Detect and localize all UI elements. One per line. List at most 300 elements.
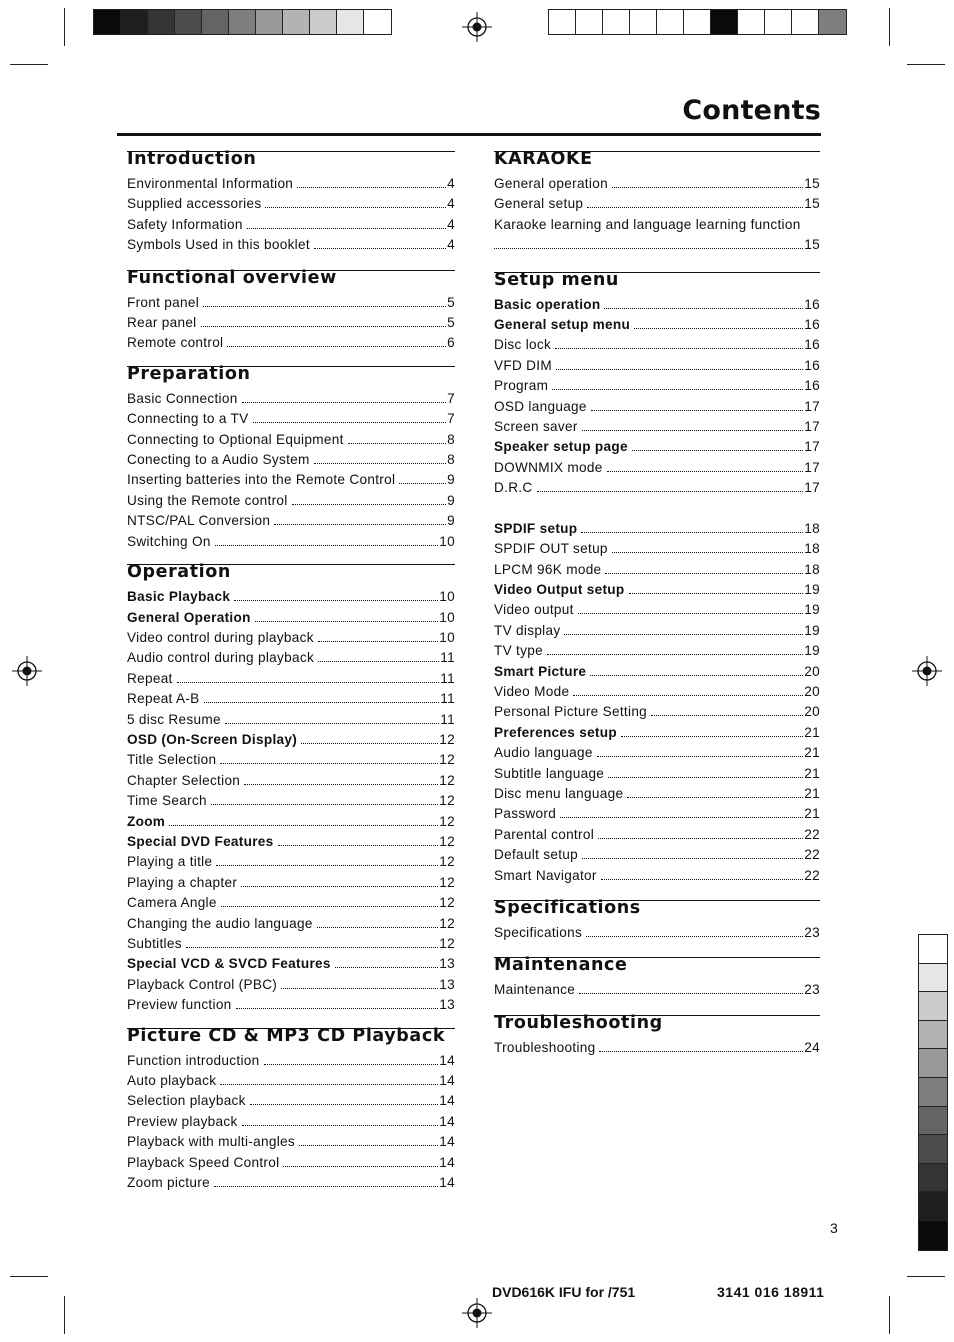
toc-entry-page: 6 <box>447 335 455 351</box>
toc-section <box>127 267 455 354</box>
toc-entry[interactable] <box>127 771 455 791</box>
crop-mark <box>64 8 65 46</box>
toc-entry[interactable] <box>494 723 820 743</box>
toc-section <box>127 564 455 1016</box>
toc-entry-title: Subtitle language <box>494 765 605 781</box>
toc-entry[interactable] <box>494 174 820 194</box>
toc-entry-page: 22 <box>804 867 820 883</box>
toc-entry-page: 17 <box>804 398 820 414</box>
toc-entry-page: 17 <box>804 419 820 435</box>
color-swatch <box>919 1107 947 1136</box>
dot-leader <box>552 389 803 390</box>
dot-leader <box>216 865 438 866</box>
toc-entry-title: D.R.C <box>494 480 533 496</box>
toc-entry[interactable] <box>494 923 820 943</box>
toc-entry[interactable] <box>494 845 820 865</box>
toc-entry-page: 21 <box>804 724 820 740</box>
toc-right-column <box>494 151 820 1058</box>
dot-leader <box>234 600 438 601</box>
toc-entry-page: 19 <box>804 622 820 638</box>
dot-leader <box>627 797 803 798</box>
dot-leader <box>612 552 803 553</box>
footer-code: 3141 016 18911 <box>717 1284 825 1300</box>
toc-entry[interactable] <box>127 333 455 353</box>
dot-leader <box>632 450 803 451</box>
toc-entry-page: 11 <box>440 670 455 686</box>
color-swatch <box>630 10 657 34</box>
toc-entry[interactable] <box>127 532 455 552</box>
toc-entry[interactable] <box>494 825 820 845</box>
toc-entry[interactable] <box>494 621 820 641</box>
dot-leader <box>278 845 439 846</box>
page-number: 3 <box>830 1220 838 1236</box>
toc-entry-title: Playing a chapter <box>127 874 238 890</box>
toc-entry-title: Special VCD & SVCD Features <box>127 956 331 972</box>
toc-entry-title: Video Output setup <box>494 581 625 597</box>
dot-leader <box>348 443 446 444</box>
dot-leader <box>255 621 439 622</box>
toc-entry-title: TV type <box>494 643 543 659</box>
dot-leader <box>560 817 803 818</box>
toc-entry-title: Audio language <box>494 745 593 761</box>
toc-entry[interactable] <box>494 580 820 600</box>
dot-leader <box>274 524 446 525</box>
toc-entry-page: 15 <box>804 237 820 253</box>
toc-entry[interactable] <box>127 215 455 235</box>
toc-entry-title: Basic Playback <box>127 589 231 605</box>
toc-entry-title: Repeat A-B <box>127 691 200 707</box>
dot-leader <box>236 1008 439 1009</box>
toc-entry-title: Zoom picture <box>127 1175 210 1191</box>
color-swatch <box>919 1021 947 1050</box>
toc-entry-page: 18 <box>804 561 820 577</box>
dot-leader <box>634 328 803 329</box>
toc-entry-page: 21 <box>804 765 820 781</box>
toc-entry-page: 9 <box>447 513 455 529</box>
toc-entry-title: LPCM 96K mode <box>494 561 602 577</box>
dot-leader <box>607 471 804 472</box>
toc-entry[interactable] <box>127 934 455 954</box>
toc-entry[interactable] <box>494 417 820 437</box>
toc-entry[interactable] <box>494 478 820 498</box>
toc-entry-title: Audio control during playback <box>127 650 315 666</box>
color-swatch <box>603 10 630 34</box>
dot-leader <box>242 1125 439 1126</box>
toc-entry-title: Rear panel <box>127 315 197 331</box>
section-heading: Troubleshooting <box>494 1012 663 1033</box>
toc-entry-page: 15 <box>804 196 820 212</box>
crop-mark <box>10 64 48 65</box>
toc-entry[interactable] <box>127 1051 455 1071</box>
dot-leader <box>186 947 438 948</box>
toc-entry-page: 12 <box>439 731 455 747</box>
footer-model: DVD616K IFU for /751 <box>492 1284 636 1300</box>
toc-entry-title: Time Search <box>127 793 207 809</box>
toc-entry-title: Auto playback <box>127 1073 217 1089</box>
dot-leader <box>573 695 803 696</box>
dot-leader <box>590 675 803 676</box>
toc-entry-page: 17 <box>804 439 820 455</box>
toc-entry[interactable] <box>127 1132 455 1152</box>
toc-entry-title: Specifications <box>494 925 583 940</box>
toc-entry-page: 18 <box>804 520 820 536</box>
toc-entry-title: Zoom <box>127 813 166 829</box>
toc-entry[interactable] <box>127 975 455 995</box>
toc-entry-title: General setup menu <box>494 317 631 333</box>
dot-leader <box>201 326 447 327</box>
registration-mark-icon <box>462 1298 492 1328</box>
toc-section <box>494 900 820 943</box>
toc-entry[interactable] <box>127 1173 455 1193</box>
dot-leader <box>292 504 447 505</box>
dot-leader <box>317 927 439 928</box>
toc-entry[interactable] <box>127 194 455 214</box>
toc-entry[interactable] <box>494 764 820 784</box>
toc-entry-page: 12 <box>439 833 455 849</box>
toc-entry[interactable] <box>127 174 455 194</box>
section-heading: Setup menu <box>494 269 619 290</box>
toc-entry-title: Connecting to a TV <box>127 411 249 427</box>
dot-leader <box>547 654 803 655</box>
section-heading: Specifications <box>494 898 641 918</box>
toc-entry[interactable] <box>127 914 455 934</box>
dot-leader <box>241 886 438 887</box>
color-swatch <box>684 10 711 34</box>
color-swatch <box>283 10 310 34</box>
toc-entry[interactable] <box>494 1038 820 1058</box>
toc-entry[interactable] <box>127 450 455 470</box>
dot-leader <box>579 993 803 994</box>
toc-entry[interactable] <box>127 689 455 709</box>
toc-entry[interactable] <box>494 539 820 559</box>
dot-leader <box>621 736 803 737</box>
dot-leader <box>297 187 446 188</box>
toc-entry-title: Chapter Selection <box>127 772 241 788</box>
toc-entry[interactable] <box>127 730 455 750</box>
toc-entry-page: 16 <box>804 317 820 333</box>
toc-entry-title: General setup <box>494 196 584 212</box>
toc-entry-title: Special DVD Features <box>127 833 274 849</box>
dot-leader <box>301 743 438 744</box>
toc-entry[interactable] <box>127 313 455 333</box>
color-swatch <box>919 1049 947 1078</box>
dot-leader <box>318 641 438 642</box>
toc-entry-page: 9 <box>447 492 455 508</box>
crop-mark <box>907 1276 945 1277</box>
dot-leader <box>214 1186 438 1187</box>
section-heading: Picture CD & MP3 CD Playback <box>127 1025 446 1046</box>
crop-mark <box>64 1296 65 1334</box>
toc-entry[interactable] <box>127 995 455 1015</box>
toc-entry[interactable] <box>494 519 820 539</box>
dot-leader <box>612 187 803 188</box>
dot-leader <box>177 682 440 683</box>
toc-entry[interactable] <box>494 784 820 804</box>
toc-entry-title: Troubleshooting <box>494 1039 596 1055</box>
toc-entry[interactable] <box>127 852 455 872</box>
toc-section <box>127 363 455 552</box>
toc-entry-page: 23 <box>804 925 820 940</box>
toc-entry[interactable] <box>127 812 455 832</box>
dot-leader <box>283 1166 438 1167</box>
toc-entry[interactable] <box>127 409 455 429</box>
section-heading: Introduction <box>127 149 257 169</box>
toc-entry[interactable] <box>494 560 820 580</box>
color-swatch <box>919 1164 947 1193</box>
toc-entry-page: 12 <box>439 936 455 951</box>
toc-entry[interactable] <box>127 873 455 893</box>
toc-entry-page: 10 <box>439 609 455 625</box>
color-bar-top-right <box>548 9 847 35</box>
dot-leader <box>299 1145 438 1146</box>
toc-entry[interactable] <box>494 356 820 376</box>
toc-entry-page: 10 <box>439 533 455 549</box>
dot-leader <box>555 348 803 349</box>
toc-entry-title: Switching On <box>127 533 211 549</box>
toc-entry[interactable] <box>494 682 820 702</box>
toc-entry-title: SPDIF setup <box>494 520 578 536</box>
toc-entry-title: TV display <box>494 622 561 638</box>
toc-entry[interactable] <box>494 437 820 457</box>
toc-entry-title: Maintenance <box>494 982 576 998</box>
toc-entry-title: Disc menu language <box>494 785 624 801</box>
crop-mark <box>907 64 945 65</box>
toc-entry-page: 22 <box>804 847 820 863</box>
toc-entry-page: 13 <box>439 976 455 992</box>
toc-section <box>494 269 820 886</box>
color-swatch <box>919 1192 947 1221</box>
toc-entry-title: Password <box>494 806 557 822</box>
toc-entry[interactable] <box>127 235 455 255</box>
toc-entry[interactable] <box>494 215 820 235</box>
toc-entry-page: 13 <box>439 997 455 1013</box>
toc-entry-title: Disc lock <box>494 337 552 353</box>
toc-entry-page: 12 <box>439 874 455 890</box>
registration-mark-icon <box>912 656 942 686</box>
toc-entry-page: 12 <box>439 772 455 788</box>
toc-entry[interactable] <box>127 491 455 511</box>
toc-entry-page: 22 <box>804 826 820 842</box>
toc-entry-page: 5 <box>447 294 455 310</box>
toc-entry-page: 14 <box>439 1134 455 1150</box>
toc-entry[interactable] <box>127 750 455 770</box>
color-swatch <box>919 1221 947 1250</box>
toc-entry-title: Repeat <box>127 670 173 686</box>
toc-entry[interactable] <box>127 893 455 913</box>
dot-leader <box>599 1051 803 1052</box>
toc-entry-page: 20 <box>804 663 820 679</box>
toc-entry-title: Subtitles <box>127 936 182 951</box>
toc-entry-title: Supplied accessories <box>127 196 262 212</box>
toc-entry[interactable] <box>494 804 820 824</box>
toc-entry-page: 20 <box>804 683 820 699</box>
toc-entry[interactable] <box>127 1153 455 1173</box>
toc-entry[interactable] <box>494 702 820 722</box>
dot-leader <box>215 545 439 546</box>
toc-entry[interactable] <box>127 1091 455 1111</box>
dot-leader <box>220 763 438 764</box>
toc-entry-page: 11 <box>440 711 455 727</box>
toc-entry-title: Playing a title <box>127 854 213 870</box>
toc-entry-title: Video Mode <box>494 683 570 699</box>
toc-entry-page: 20 <box>804 704 820 720</box>
dot-leader <box>221 906 439 907</box>
title-rule <box>117 133 821 136</box>
dot-leader <box>578 613 804 614</box>
toc-entry-title: OSD (On-Screen Display) <box>127 731 298 747</box>
toc-entry-page: 16 <box>804 296 820 312</box>
color-bar-side <box>918 934 948 1251</box>
toc-entry-page: 18 <box>804 541 820 557</box>
color-swatch <box>175 10 202 34</box>
toc-entry-title: Using the Remote control <box>127 492 288 508</box>
toc-entry-page: 10 <box>439 589 455 605</box>
toc-entry-page: 23 <box>804 982 820 998</box>
page-title: Contents <box>682 95 821 126</box>
dot-leader <box>253 422 447 423</box>
toc-entry-page: 12 <box>439 813 455 829</box>
toc-entry-page: 4 <box>447 196 455 212</box>
toc-entry[interactable] <box>127 389 455 409</box>
dot-leader <box>587 207 803 208</box>
color-swatch <box>148 10 175 34</box>
toc-entry[interactable] <box>494 743 820 763</box>
toc-entry-page: 5 <box>447 315 455 331</box>
toc-entry-page: 8 <box>447 431 455 447</box>
dot-leader <box>247 228 446 229</box>
toc-entry[interactable] <box>494 600 820 620</box>
toc-entry-title: DOWNMIX mode <box>494 459 603 475</box>
toc-entry[interactable] <box>127 1071 455 1091</box>
toc-entry[interactable] <box>494 662 820 682</box>
toc-entry[interactable] <box>127 587 455 607</box>
toc-entry[interactable] <box>127 293 455 313</box>
toc-entry[interactable] <box>127 954 455 974</box>
toc-entry-title: 5 disc Resume <box>127 711 221 727</box>
toc-entry-title: Personal Picture Setting <box>494 704 648 720</box>
toc-entry-title: OSD language <box>494 398 587 414</box>
toc-entry-title: Program <box>494 378 549 394</box>
dot-leader <box>598 838 803 839</box>
color-swatch <box>256 10 283 34</box>
dot-leader <box>582 430 804 431</box>
toc-entry[interactable] <box>127 430 455 450</box>
toc-entry-title: Preferences setup <box>494 724 617 740</box>
dot-leader <box>314 248 446 249</box>
toc-entry-title: Remote control <box>127 335 224 351</box>
toc-entry-title: Smart Picture <box>494 663 587 679</box>
toc-entry-page: 8 <box>447 452 455 468</box>
section-heading: Preparation <box>127 363 251 384</box>
toc-entry-page: 21 <box>804 745 820 761</box>
toc-entry[interactable] <box>494 866 820 886</box>
dot-leader <box>335 967 439 968</box>
dot-leader <box>591 410 803 411</box>
section-heading: KARAOKE <box>494 149 593 169</box>
color-swatch <box>919 992 947 1021</box>
toc-entry[interactable] <box>127 669 455 689</box>
toc-section <box>127 151 455 256</box>
toc-entry-page: 16 <box>804 378 820 394</box>
toc-entry[interactable] <box>127 710 455 730</box>
toc-entry-page: 11 <box>440 691 455 707</box>
color-swatch <box>549 10 576 34</box>
toc-entry-page: 14 <box>439 1073 455 1089</box>
toc-entry-title: VFD DIM <box>494 357 552 373</box>
toc-entry-title: Video control during playback <box>127 629 314 645</box>
toc-entry-title: General Operation <box>127 609 251 625</box>
dot-leader <box>244 784 438 785</box>
toc-entry[interactable] <box>127 832 455 852</box>
toc-entry-page: 21 <box>804 806 820 822</box>
dot-leader <box>601 879 804 880</box>
toc-entry-page: 19 <box>804 643 820 659</box>
crop-mark <box>889 1296 890 1334</box>
color-swatch <box>919 1078 947 1107</box>
toc-entry[interactable] <box>494 458 820 478</box>
toc-entry-title: Symbols Used in this booklet <box>127 237 310 253</box>
toc-entry-title: Connecting to Optional Equipment <box>127 431 344 447</box>
toc-entry-page: 14 <box>439 1175 455 1191</box>
dot-leader <box>225 723 439 724</box>
toc-entry[interactable] <box>127 1112 455 1132</box>
toc-section <box>494 151 820 256</box>
toc-entry-page: 17 <box>804 459 820 475</box>
crop-mark <box>889 8 890 46</box>
toc-entry[interactable] <box>494 194 820 214</box>
toc-entry-title: SPDIF OUT setup <box>494 541 608 557</box>
toc-entry-page: 11 <box>440 650 455 666</box>
dot-leader <box>597 756 804 757</box>
toc-entry-continuation[interactable] <box>494 235 820 255</box>
toc-entry-page: 19 <box>804 602 820 618</box>
toc-entry[interactable] <box>127 648 455 668</box>
toc-entry-page: 14 <box>439 1093 455 1109</box>
toc-entry[interactable] <box>494 315 820 335</box>
toc-entry[interactable] <box>494 295 820 315</box>
toc-entry-title: Safety Information <box>127 216 243 232</box>
toc-entry-title: Function introduction <box>127 1052 260 1068</box>
toc-entry[interactable] <box>127 608 455 628</box>
toc-entry-title: Video output <box>494 602 574 618</box>
color-swatch <box>819 10 846 34</box>
toc-entry[interactable] <box>494 376 820 396</box>
dot-leader <box>581 532 803 533</box>
toc-entry-title: Screen saver <box>494 419 578 435</box>
toc-entry-page: 15 <box>804 176 820 191</box>
toc-entry[interactable] <box>494 335 820 355</box>
toc-entry[interactable] <box>494 641 820 661</box>
toc-entry[interactable] <box>494 980 820 1000</box>
toc-entry-page: 14 <box>439 1154 455 1170</box>
toc-entry[interactable] <box>127 470 455 490</box>
toc-entry-title: Karaoke learning and language learning function <box>494 216 801 232</box>
dot-leader <box>264 1064 439 1065</box>
toc-entry-page: 10 <box>439 629 455 645</box>
toc-entry[interactable] <box>127 511 455 531</box>
dot-leader <box>608 777 803 778</box>
toc-entry[interactable] <box>494 397 820 417</box>
toc-section <box>494 1012 820 1058</box>
toc-entry[interactable] <box>127 791 455 811</box>
dot-leader <box>314 463 446 464</box>
color-swatch <box>919 1135 947 1164</box>
dot-leader <box>250 1104 439 1105</box>
dot-leader <box>169 825 438 826</box>
toc-entry[interactable] <box>127 628 455 648</box>
color-swatch <box>792 10 819 34</box>
toc-entry-page: 9 <box>447 472 455 488</box>
